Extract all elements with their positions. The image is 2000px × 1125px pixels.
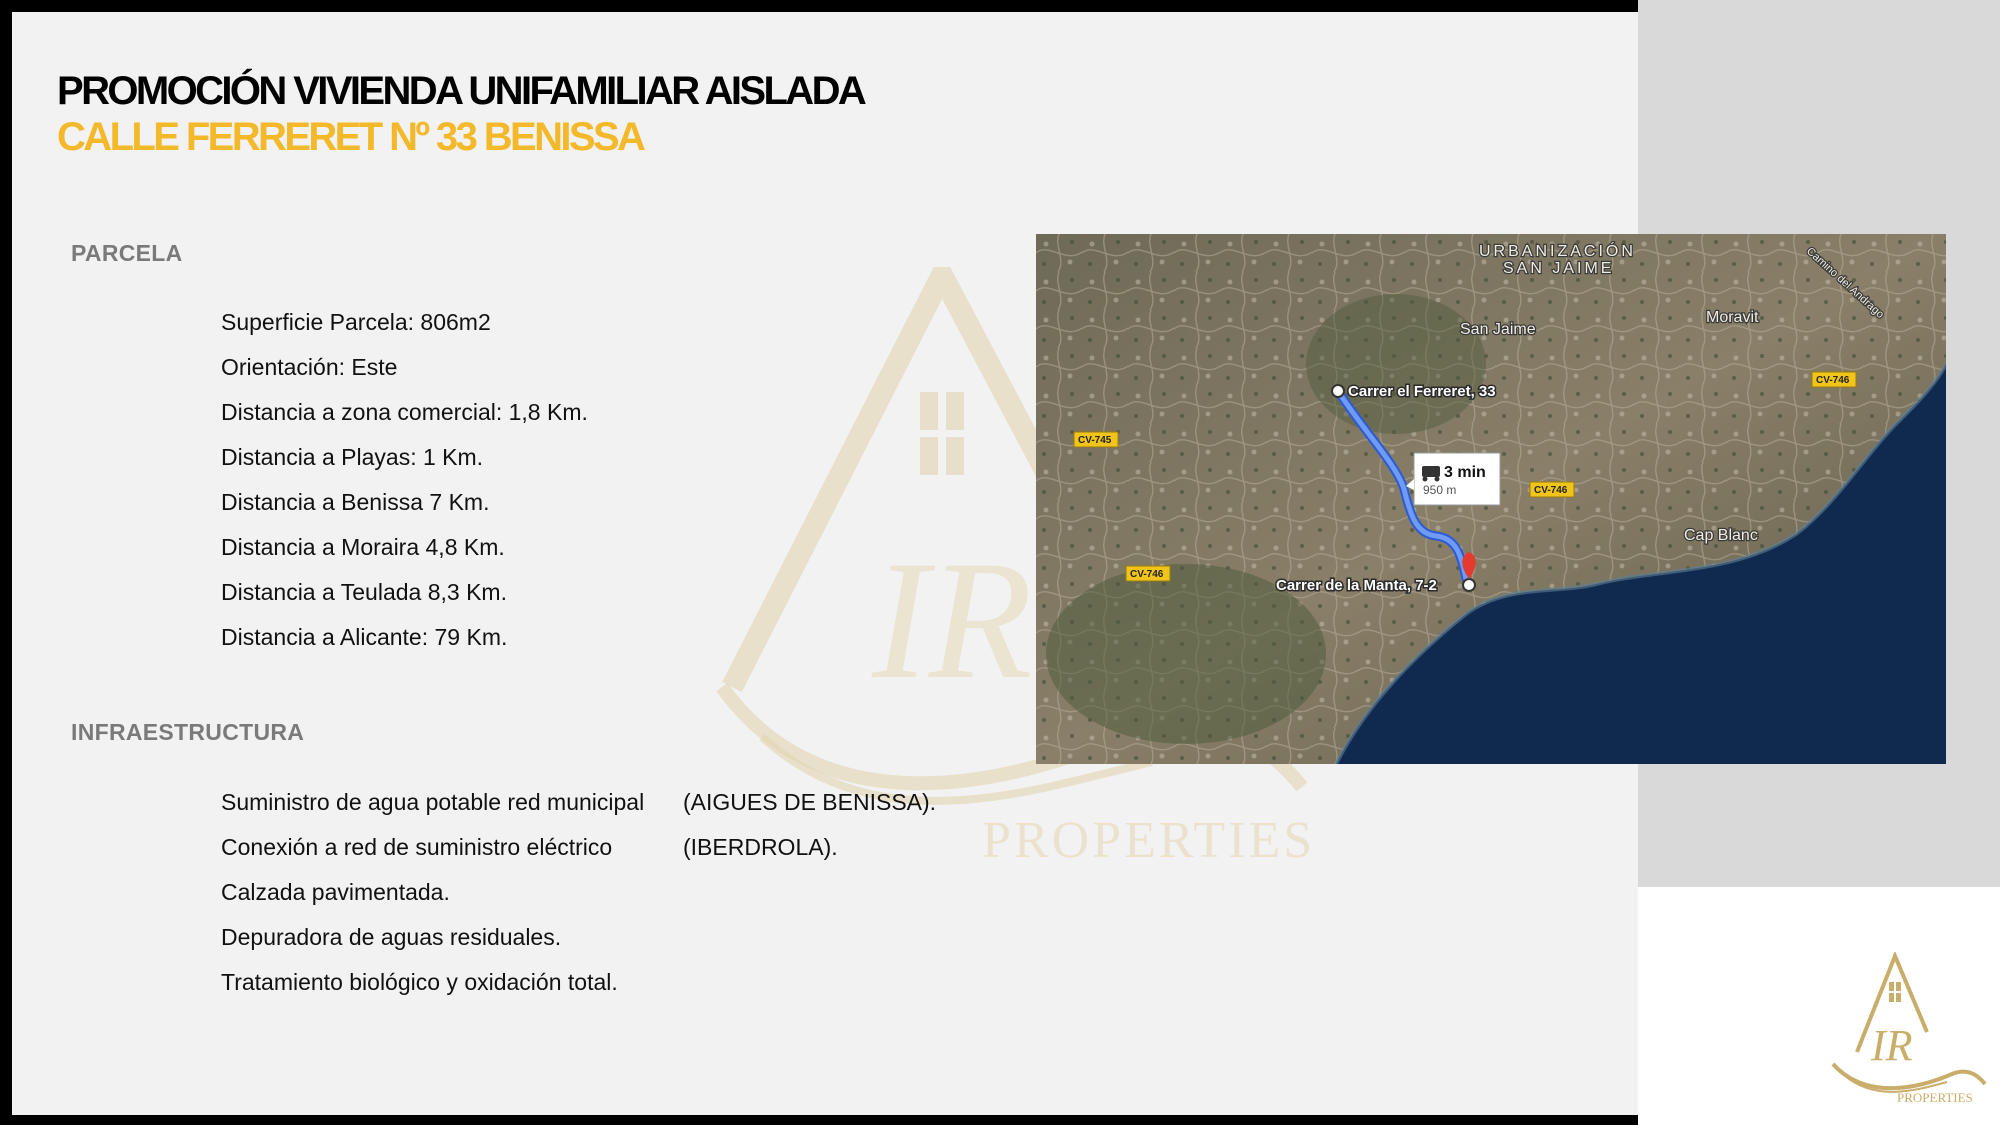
list-item: Distancia a zona comercial: 1,8 Km. xyxy=(221,399,588,425)
list-item-text: Calzada pavimentada. xyxy=(221,879,450,905)
list-item xyxy=(221,870,644,915)
parcela-list xyxy=(221,300,588,660)
route-distance: 950 m xyxy=(1423,483,1457,497)
logo-monogram: IR xyxy=(1871,1021,1913,1070)
list-item: Distancia a Playas: 1 Km. xyxy=(221,444,484,470)
location-map xyxy=(1036,234,1946,764)
road-shield-cv746: CV-746 xyxy=(1534,485,1568,496)
list-item-note: (IBERDROLA). xyxy=(683,834,838,860)
list-item xyxy=(221,780,937,825)
map-label-camino: Camino del Andrago xyxy=(1803,245,1887,321)
infraestructura-list xyxy=(221,780,937,1005)
route-time: 3 min xyxy=(1444,464,1486,481)
map-label-destination: Carrer de la Manta, 7-2 xyxy=(1276,577,1437,594)
list-item-text: Depuradora de aguas residuales. xyxy=(221,924,562,950)
list-item: Distancia a Teulada 8,3 Km. xyxy=(221,579,507,605)
page-title: PROMOCIÓN VIVIENDA UNIFAMILIAR AISLADA xyxy=(57,69,865,113)
page-subtitle: CALLE FERRERET Nº 33 BENISSA xyxy=(57,115,644,159)
logo-brand-name: PROPERTIES xyxy=(1897,1090,1973,1105)
brand-logo xyxy=(1827,952,1987,1112)
map-label-urbanizacion: URBANIZACIÓN xyxy=(1479,243,1636,260)
road-shield-cv746: CV-746 xyxy=(1130,569,1164,580)
map-label-moravit: Moravit xyxy=(1706,309,1759,326)
list-item: Orientación: Este xyxy=(221,354,398,380)
list-item: Superficie Parcela: 806m2 xyxy=(221,309,491,335)
road-shield-cv746: CV-746 xyxy=(1816,375,1850,386)
watermark-monogram: IR xyxy=(872,526,1033,714)
map-label-san-jaime-area: SAN JAIME xyxy=(1503,260,1615,277)
map-label-origin: Carrer el Ferreret, 33 xyxy=(1348,383,1496,400)
list-item-text: Tratamiento biológico y oxidación total. xyxy=(221,969,618,995)
list-item xyxy=(221,915,644,960)
list-item-note: (AIGUES DE BENISSA). xyxy=(683,789,937,815)
list-item xyxy=(221,825,838,870)
list-item: Distancia a Alicante: 79 Km. xyxy=(221,624,508,650)
list-item: Distancia a Moraira 4,8 Km. xyxy=(221,534,505,560)
section-parcela-heading: PARCELA xyxy=(71,240,183,266)
list-item-text: Conexión a red de suministro eléctrico xyxy=(221,834,613,860)
list-item-text: Suministro de agua potable red municipal xyxy=(221,789,645,815)
watermark-brand-name: PROPERTIES xyxy=(982,812,1316,869)
list-item: Distancia a Benissa 7 Km. xyxy=(221,489,490,515)
map-label-cap-blanc: Cap Blanc xyxy=(1684,527,1758,544)
list-item xyxy=(221,960,644,1005)
map-label-san-jaime: San Jaime xyxy=(1460,321,1536,338)
section-infraestructura-heading: INFRAESTRUCTURA xyxy=(71,719,305,745)
road-shield-cv745: CV-745 xyxy=(1078,435,1112,446)
